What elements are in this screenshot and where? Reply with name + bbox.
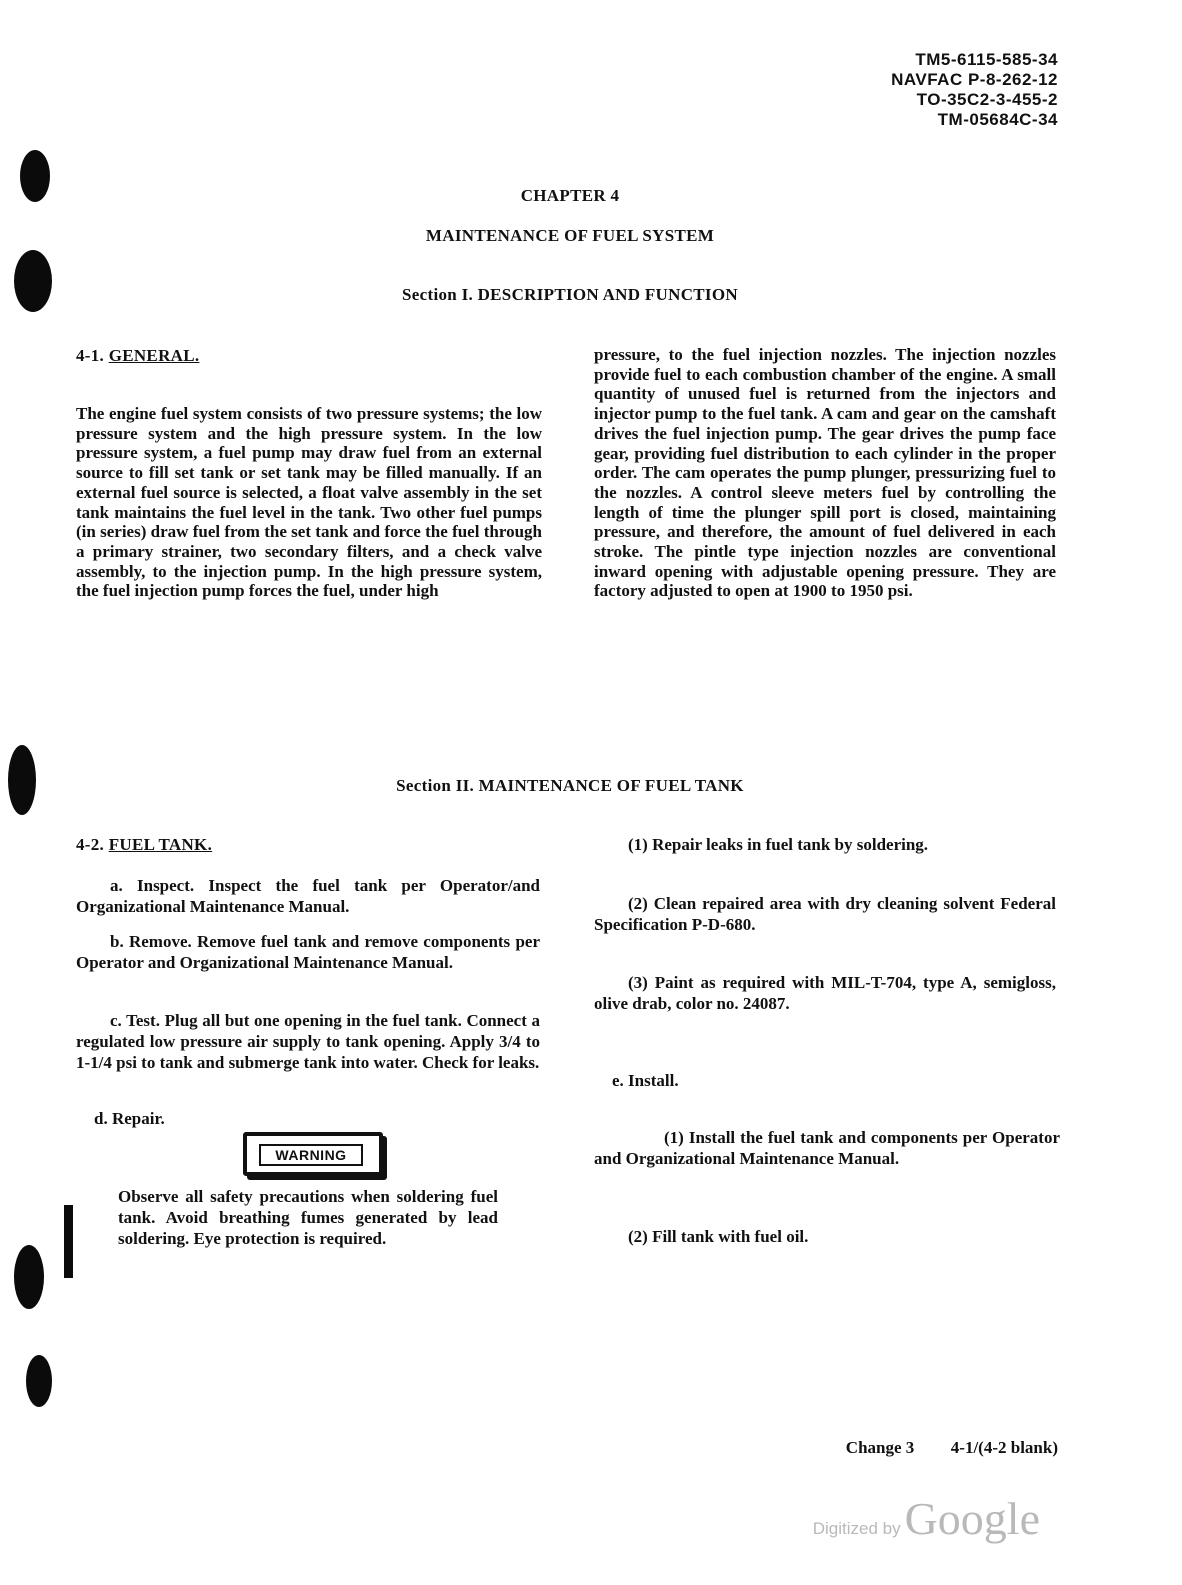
chapter-title: CHAPTER 4 xyxy=(520,186,620,205)
punch-hole-5 xyxy=(26,1355,52,1407)
step-text: (2) Fill tank with fuel oil. xyxy=(628,1227,809,1246)
step-text: (3) Paint as required with MIL-T-704, type A, semigloss, olive drab, color no. 24087. xyxy=(594,973,1056,1013)
step-a-inspect xyxy=(76,875,540,917)
step-text: d. Repair. xyxy=(94,1109,165,1128)
repair-step-3 xyxy=(594,972,1056,1014)
digitized-watermark xyxy=(813,1492,1040,1545)
step-text: b. Remove. Remove fuel tank and remove components per Operator and Organizational Maintenance Manual. xyxy=(76,932,540,972)
warning-text xyxy=(118,1186,498,1249)
step-text: (1) Install the fuel tank and components per Operator and Organizational Maintenance Manual. xyxy=(594,1128,1060,1168)
page-footer xyxy=(846,1438,1058,1458)
step-text: c. Test. Plug all but one opening in the fuel tank. Connect a regulated low pressure air supply to tank opening. Apply 3/4 to 1-1/4 psi to tank and submerge tank into water. Check for leaks. xyxy=(76,1011,540,1072)
warning-label: WARNING xyxy=(259,1144,363,1166)
watermark-brand: Google xyxy=(904,1493,1040,1544)
step-e-install xyxy=(612,1070,812,1091)
doc-id-to: TO-35C2-3-455-2 xyxy=(916,90,1058,109)
install-step-1 xyxy=(594,1127,1060,1169)
doc-id-tm: TM5-6115-585-34 xyxy=(915,50,1058,69)
warning-badge xyxy=(243,1132,383,1176)
repair-step-2 xyxy=(594,893,1056,935)
change-number: Change 3 xyxy=(845,1438,915,1457)
step-b-remove xyxy=(76,931,540,973)
step-text: e. Install. xyxy=(612,1071,679,1090)
paragraph-4-1-heading xyxy=(76,346,199,366)
step-text: a. Inspect. Inspect the fuel tank per Operator/and Organizational Maintenance Manual. xyxy=(76,876,540,916)
general-text-right xyxy=(594,345,1056,601)
paragraph-4-2-heading xyxy=(76,835,212,855)
general-paragraph-part-2: pressure, to the fuel injection nozzles. The injection nozzles provide fuel to each combustion chamber of the engine. A small quantity of unused fuel is returned from the injectors and injector pump to the fuel tank. A cam and gear on the camshaft drives the fuel injection pump. The gear drives the pump face gear, providing fuel distribution to each cylinder in the proper order. The cam operates the pump plunger, pressurizing fuel to the nozzles. A control sleeve meters fuel by controlling the length of time the plunger spill port is closed, maintaining pressure, and therefore, the amount of fuel delivered in each stroke. The pintle type injection nozzles are conventional inward opening with adjustable opening pressure. They are factory adjusted to open at 1900 to 1950 psi. xyxy=(594,345,1056,601)
doc-id-tm-usmc: TM-05684C-34 xyxy=(937,110,1058,129)
step-d-repair xyxy=(94,1108,294,1129)
section-1-title: Section I. DESCRIPTION AND FUNCTION xyxy=(402,285,738,304)
watermark-prefix: Digitized by xyxy=(812,1519,901,1538)
step-text: (1) Repair leaks in fuel tank by soldering. xyxy=(628,835,929,854)
paragraph-number: 4-2. xyxy=(76,835,105,854)
warning-body: Observe all safety precautions when soldering fuel tank. Avoid breathing fumes generated by lead soldering. Eye protection is required. xyxy=(118,1187,498,1248)
step-text: (2) Clean repaired area with dry cleaning solvent Federal Specification P-D-680. xyxy=(594,894,1056,934)
chapter-subtitle: MAINTENANCE OF FUEL SYSTEM xyxy=(425,226,715,245)
paragraph-title: GENERAL. xyxy=(108,346,200,365)
paragraph-number: 4-1. xyxy=(76,346,105,365)
general-text-left xyxy=(76,404,542,601)
page-number: 4-1/(4-2 blank) xyxy=(950,1438,1058,1457)
punch-hole-4 xyxy=(14,1245,44,1309)
section-2-title: Section II. MAINTENANCE OF FUEL TANK xyxy=(396,776,744,795)
repair-step-1 xyxy=(594,834,1056,855)
install-step-2 xyxy=(594,1226,1056,1247)
general-paragraph-part-1: The engine fuel system consists of two pressure systems; the low pressure system and the high pressure system. In the low pressure system, a fuel pump may draw fuel from an external source to fill set tank or set tank may be filled manually. If an external fuel source is selected, a float valve assembly in the set tank maintains the fuel level in the tank. Two other fuel pumps (in series) draw fuel from the set tank and force the fuel through a primary strainer, two secondary filters, and a check valve assembly, to the injection pump. In the high pressure system, the fuel injection pump forces the fuel, under high xyxy=(76,404,542,601)
paragraph-title: FUEL TANK. xyxy=(108,835,213,854)
doc-id-navfac: NAVFAC P-8-262-12 xyxy=(891,70,1058,89)
step-c-test xyxy=(76,1010,540,1073)
change-bar xyxy=(64,1205,73,1278)
document-identifiers xyxy=(891,50,1058,130)
